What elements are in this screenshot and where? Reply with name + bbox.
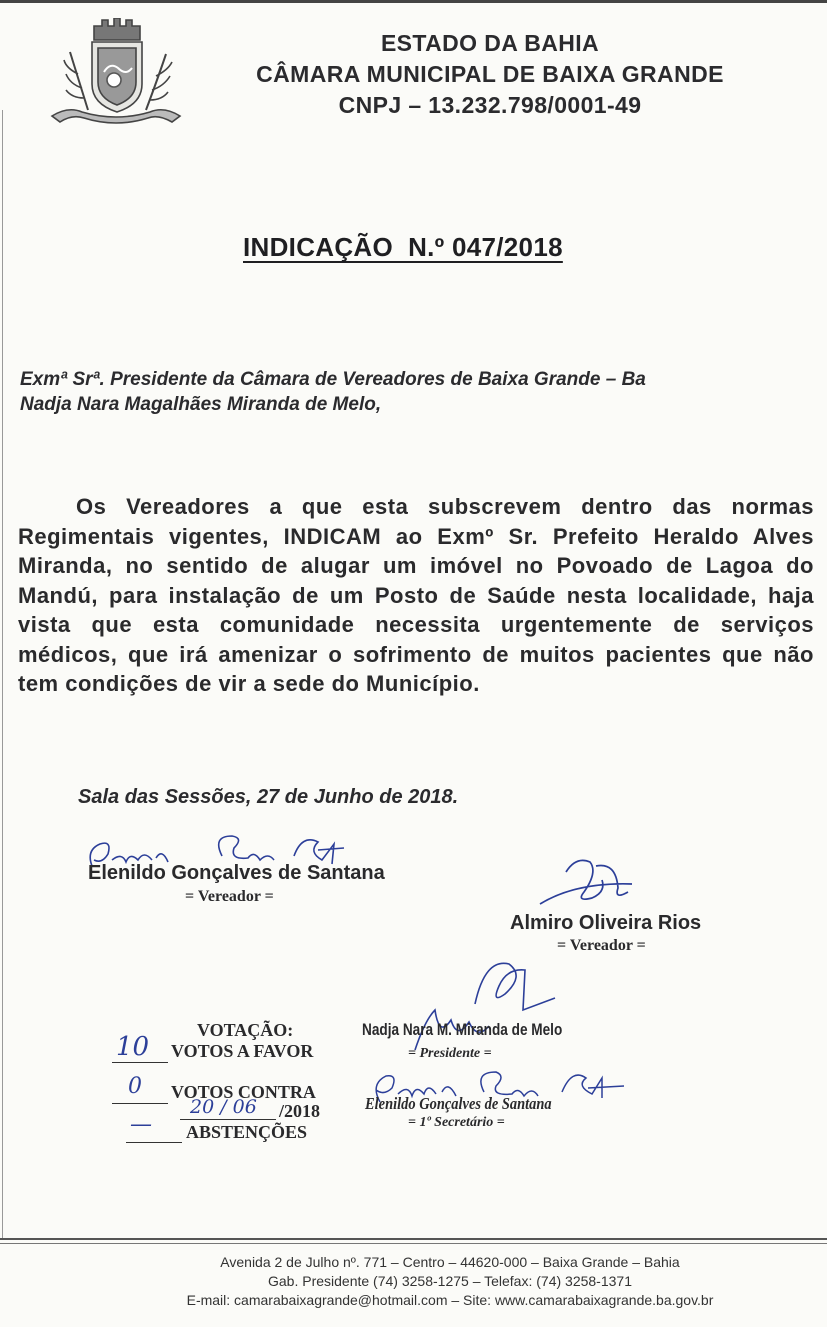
favor-line bbox=[112, 1062, 168, 1063]
document-title: INDICAÇÃO N.º 047/2018 bbox=[243, 232, 563, 262]
footer-address: Avenida 2 de Julho nº. 771 – Centro – 44620-000 – Baixa Grande – Bahia bbox=[220, 1254, 680, 1270]
letterhead bbox=[200, 28, 780, 121]
footer bbox=[150, 1253, 750, 1310]
footer-contact: E-mail: camarabaixagrande@hotmail.com – Site: www.camarabaixagrande.ba.gov.br bbox=[186, 1292, 714, 1308]
contra-value: 0 bbox=[128, 1074, 142, 1099]
president-role: = Presidente = bbox=[408, 1046, 492, 1061]
municipal-coat-of-arms-icon bbox=[48, 18, 184, 128]
addressee bbox=[20, 367, 646, 417]
signer-1-role: = Vereador = bbox=[185, 888, 274, 905]
left-border bbox=[2, 110, 3, 1240]
footer-rule-thin bbox=[0, 1243, 827, 1244]
secretary-role: = 1º Secretário = bbox=[408, 1115, 505, 1130]
body-paragraph: Os Vereadores a que esta subscrevem dentro das normas Regimentais vigentes, INDICAM ao Exmº Sr. Prefeito Heraldo Alves Miranda, no sentido de alugar um imóvel no Povoado de Lagoa do Mandú, para instalação de um Posto de Saúde nesta localidade, haja vista que esta comunidade necessita urgentemente de serviços médicos, que irá amenizar o sofrimento de muitos pacientes que não tem condições de vir a sede do Município. bbox=[18, 494, 814, 696]
addressee-line-1: Exmª Srª. Presidente da Câmara de Vereadores de Baixa Grande – Ba bbox=[20, 369, 646, 390]
contra-label: VOTOS CONTRA bbox=[171, 1082, 316, 1102]
president-name: Nadja Nara M. Miranda de Melo bbox=[362, 1020, 563, 1039]
vote-date-handwritten: 20 / 06 bbox=[190, 1096, 257, 1118]
abst-line bbox=[126, 1142, 182, 1143]
abst-value: — bbox=[130, 1112, 152, 1137]
voting-title: VOTAÇÃO: bbox=[197, 1020, 294, 1040]
signer-2-name: Almiro Oliveira Rios bbox=[510, 912, 702, 934]
signature-president-icon bbox=[395, 950, 565, 1060]
footer-rule bbox=[0, 1238, 827, 1240]
institution-name: CÂMARA MUNICIPAL DE BAIXA GRANDE bbox=[256, 61, 724, 87]
top-border bbox=[0, 0, 827, 3]
secretary-name: Elenildo Gonçalves de Santana bbox=[365, 1094, 552, 1113]
contra-line bbox=[112, 1103, 168, 1104]
addressee-line-2: Nadja Nara Magalhães Miranda de Melo, bbox=[20, 394, 382, 415]
cnpj: CNPJ – 13.232.798/0001-49 bbox=[338, 92, 642, 118]
signature-2-icon bbox=[536, 852, 646, 916]
favor-value: 10 bbox=[116, 1032, 150, 1062]
session-date: Sala das Sessões, 27 de Junho de 2018. bbox=[78, 786, 459, 808]
signer-1-name: Elenildo Gonçalves de Santana bbox=[88, 862, 385, 884]
state-name: ESTADO DA BAHIA bbox=[380, 30, 600, 56]
favor-label: VOTOS A FAVOR bbox=[171, 1041, 314, 1061]
vote-date-line bbox=[180, 1119, 276, 1120]
vote-date-year: /2018 bbox=[279, 1101, 321, 1121]
abst-label: ABSTENÇÕES bbox=[186, 1122, 308, 1142]
footer-phones: Gab. Presidente (74) 3258-1275 – Telefax: (74) 3258-1371 bbox=[268, 1273, 632, 1289]
signer-2-role: = Vereador = bbox=[557, 937, 646, 954]
